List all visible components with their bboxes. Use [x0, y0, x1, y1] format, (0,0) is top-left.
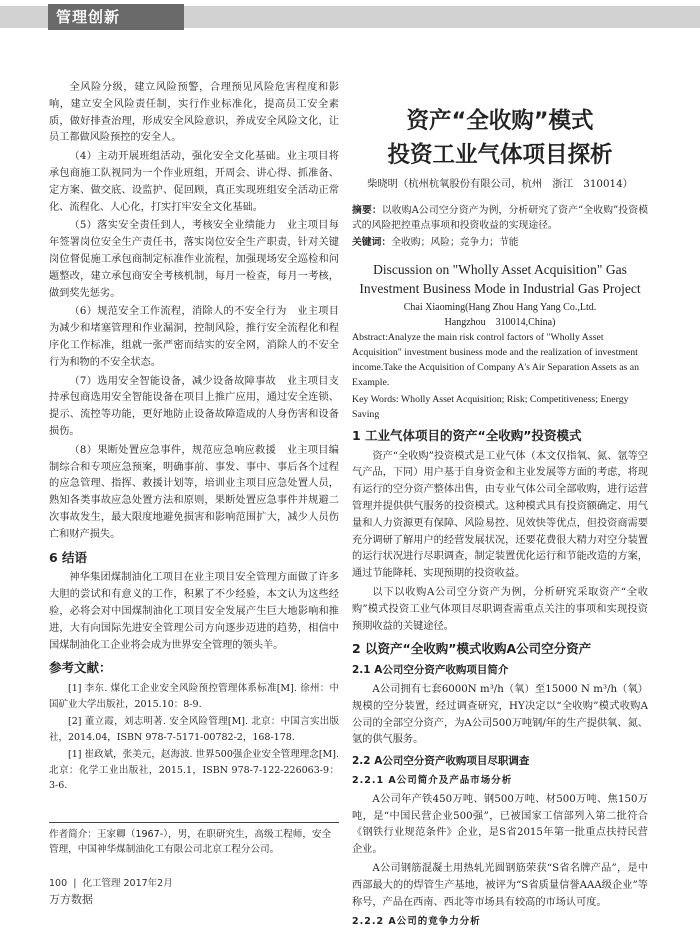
body-para: 以下以收购A公司空分资产为例，分析研究采取资产“全收购”模式投资工业气体项目尽职调查需重点关注的事项和实现投资预期收益的关键途径。 [352, 586, 648, 632]
reference-item: [2] 董立霞，刘志明著. 安全风险管理[M]. 北京：中国言实出版社，2014.04，ISBN 978-7-5171-00782-2，168-178. [49, 716, 339, 743]
author-line: 柴晓明（杭州杭氧股份有限公司，杭州 浙江 310014） [367, 178, 633, 190]
title-line: 投资工业气体项目探析 [387, 142, 613, 168]
issue-date: 2017年2月 [123, 878, 173, 889]
body-para: A公司年产铁450万吨、钢500万吨、材500万吨、焦150万吨，是“中国民营企业500强”，已被国家工信部列入第二批符合《钢铁行业规范条件》企业，是S省2015年第一批重点扶持民营企业。 [352, 793, 648, 856]
abstract-text: 以收购A公司空分资产为例，分析研究了资产“全收购”投资模式的风险把控重点事项和投资收益的实现途径。 [352, 204, 649, 231]
left-para: （5）落实安全责任到人，考核安全业绩能力 业主项目每年签署岗位安全生产责任书，落实岗位安全生产职责，针对关键岗位督促施工承包商制定标准作业流程，加强现场安全巡检和问题整改，建立承包商安全考核机制，每月一检查，每月一考核，做到奖先惩劣。 [49, 220, 339, 299]
reference-item: [1] 崔政斌，张美元，赵海波. 世界500强企业安全管理理念[M]. 北京：化学工业出版社，2015.1，ISBN 978-7-122-226063-9：3-6. [49, 749, 339, 792]
section-header [0, 0, 700, 34]
english-author: Chai Xiaoming(Hang Zhou Hang Yang Co.,Ltd. [403, 301, 597, 313]
keywords-cn [352, 235, 648, 250]
body-para: 资产“全收购”投资模式是工业气体（本文仅指氧、氮、氩等空气产品，下同）用户基于自身资金和主业发展等方面的考虑，将现有运行的空分资产整体出售，由专业气体公司全部收购，进行运营管理并提供供气服务的投资模式。这种模式具有投资额确定、用气量和人力资源更有保障、风险易控、见效快等优点，但投资商需要充分调研了解用户的经营发展状况，还要花费很大精力对空分装置的运行状况进行尽职调查，制定装置优化运行和节能改造的方案，通过节能降耗、实现预期的投资收益。 [352, 450, 648, 580]
subsection-heading: 2.1 A公司空分资产收购项目简介 [352, 664, 509, 677]
abstract-cn [352, 203, 648, 233]
body-para: A公司钢筋混凝土用热轧光圆钢筋荣获“S省名牌产品”，是中西部最大的的焊管生产基地，被评为“S省质量信誉AAA级企业”等称号，产品在西南、西北等市场具有较高的市场认可度。 [352, 862, 648, 908]
page-footer: 100 | 化工管理 2017年2月 万方数据 [49, 878, 173, 906]
author-bio: 作者简介：王家卿（1967-），男，在职研究生，高级工程师，安全管理，中国神华煤制油化工有限公司北京工程分公司。 [49, 822, 339, 857]
section-heading: 1 工业气体项目的资产“全收购”投资模式 [352, 427, 582, 443]
subsubsection-heading: 2.2.1 A公司简介及产品市场分析 [352, 774, 513, 786]
section-label: 管理创新 [48, 4, 184, 30]
abstract-label: 摘要： [352, 204, 382, 216]
left-para: 全风险分级，建立风险预警，合理预见风险危害程度和影响，建立安全风险责任制，实行作业标准化，提高员工安全素质，做好排查治理，形成安全风险意识，养成安全风险文化，让员工都做风险预控的安全人。 [49, 82, 339, 144]
english-keywords: Key Words: Wholly Asset Acquisition; Risk; Competitiveness; Energy Saving [352, 393, 629, 420]
english-affiliation: Hangzhou 310014,China) [444, 316, 556, 328]
keywords-label: 关键词： [352, 236, 392, 248]
left-para: （8）果断处置应急事件，规范应急响应救援 业主项目编制综合和专项应急预案，明确事前、事发、事中、事后各个过程的应急管理、指挥、救援计划等，培训业主项目应急处置人员，熟知各类事故应急处置方法和原则，果断处置应急事件并规避二次事故发生，最大限度地避免损害和影响范围扩大，减少人员伤亡和财产损失。 [49, 444, 339, 540]
conclusion-para: 神华集团煤制油化工项目在业主项目安全管理方面做了许多大胆的尝试和有意义的工作，积累了不少经验，本文认为这些经验，必将会对中国煤制油化工项目安全发展产生巨大地影响和推进，大有向国际先进安全管理公司方向逐步迈进的趋势，相信中国煤制油化工企业将会成为世界安全管理的领头羊。 [49, 572, 339, 651]
body-para: A公司拥有七套6000N m³/h（氧）至15000 N m³/h（氧）规模的空分装置，经过调查研究，HY决定以“全收购”模式收购A公司的全部空分资产，为A公司500万吨钢/年的生产提供氧、氮、氩的供气服务。 [352, 683, 648, 746]
left-para: （7）选用安全智能设备，减少设备故障事故 业主项目支持承包商选用安全智能设备在项目上推广应用，通过安全连锁、提示、流控等功能，更好地防止设备故障造成的人身伤害和设备损伤。 [49, 375, 339, 437]
english-title: Discussion on "Wholly Asset Acquisition" Gas Investment Business Mode in Industrial Gas Project [359, 261, 641, 296]
subsubsection-heading: 2.2.2 A公司的竞争力分析 [352, 916, 481, 928]
title-line: 资产“全收购”模式 [406, 108, 594, 134]
english-abstract: Abstract:Analyze the main risk control factors of "Wholly Asset Acquisition" investment business mode and the realization of investment income.Take the Acquisition of Company A's Air Separation Assets as an Example. [352, 331, 640, 388]
keywords-text: 全收购；风险；竞争力；节能 [391, 236, 519, 248]
article-title [352, 104, 648, 172]
subsection-heading: 2.2 A公司空分资产收购项目尽职调查 [352, 755, 530, 768]
page-number: 100 [49, 878, 68, 889]
database-brand: 万方数据 [49, 893, 93, 906]
journal-name: 化工管理 [82, 878, 121, 889]
left-para: （6）规范安全工作流程，消除人的不安全行为 业主项目为减少和堵塞管理和作业漏洞，控制风险，推行安全流程化和程序化工作标准，组就一张严密而结实的安全网，消除人的不安全行为和物的不安全状态。 [49, 306, 339, 368]
reference-item: [1] 李东. 煤化工企业安全风险预控管理体系标准[M]. 徐州：中国矿业大学出版社，2015.10：8-9. [49, 683, 339, 710]
left-para: （4）主动开展班组活动，强化安全文化基础。业主项目将承包商施工队视同为一个作业班组，开周会、讲心得、抓准备、定方案、做交底、设监护、促回顾，真正实现班组安全活动正常化、流程化、人心化，打实打牢安全文化基础。 [49, 151, 339, 213]
conclusion-heading: 6 结语 [49, 549, 88, 565]
right-column [352, 84, 648, 933]
section-heading: 2 以资产“全收购”模式收购A公司空分资产 [352, 641, 592, 657]
left-column [49, 80, 339, 796]
references-heading: 参考文献： [49, 660, 112, 676]
